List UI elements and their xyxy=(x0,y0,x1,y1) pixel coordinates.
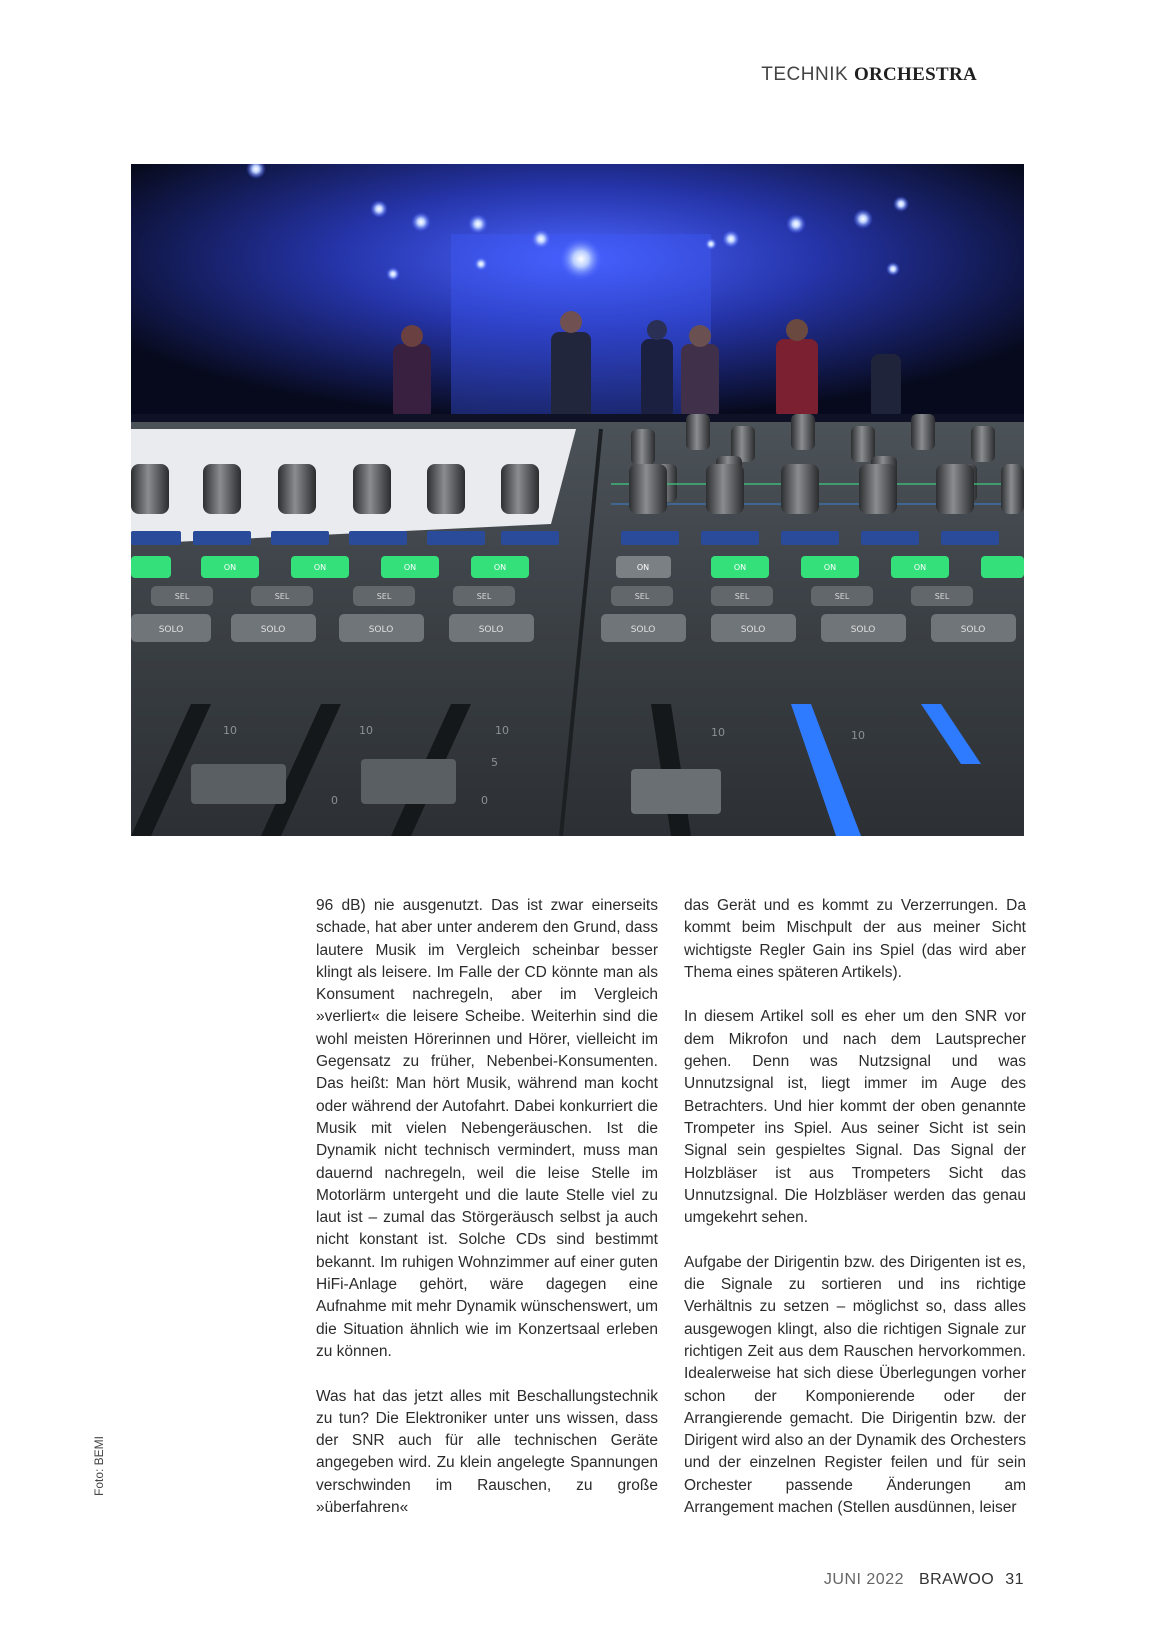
on-label: ON xyxy=(223,563,237,572)
running-head xyxy=(761,64,977,86)
sel-label: SEL xyxy=(734,592,750,601)
on-label: ON xyxy=(313,563,327,572)
solo-label: SOLO xyxy=(960,625,986,635)
paragraph: Was hat das jetzt alles mit Beschallungstechnik zu tun? Die Elektroniker unter uns wissen, dass der SNR auch für alle technischen Geräte angegeben wird. Zu klein angelegte Spannungen verschwinden im Rauschen, zu große »überfahren« xyxy=(316,1387,658,1517)
on-label: ON xyxy=(403,563,417,572)
fader-scale-10: 10 xyxy=(223,724,237,737)
solo-label: SOLO xyxy=(630,625,656,635)
article-column-right xyxy=(684,895,1026,1519)
fader-scale-10: 10 xyxy=(359,724,373,737)
paragraph: Aufgabe der Dirigentin bzw. des Dirigenten ist es, die Signale zu sortieren und ins richtige Verhältnis zu setzen – möglichst so, dass alles ausgewogen klingt, also die richtigen Signale zur richtigen Zeit aus dem Rauschen hervorkommen. Idealerweise hat sich diese Überlegungen vorher schon der Komponierende oder der Arrangierende gemacht. Die Dirigentin bzw. der Dirigent wird also an der Dynamik des Orchesters und der einzelnen Register feilen und für sein Orchester passende Änderungen am Arrangement machen (Stellen ausdünnen, leiser xyxy=(684,1253,1026,1517)
fader-scale-10: 10 xyxy=(495,724,509,737)
page-footer xyxy=(824,1571,1024,1589)
sel-label: SEL xyxy=(376,592,392,601)
photo-credit: Foto: BEMI xyxy=(92,1435,106,1496)
on-label: ON xyxy=(733,563,747,572)
fader-scale-5: 5 xyxy=(491,756,498,769)
fader-scale-0: 0 xyxy=(331,794,338,807)
sel-label: SEL xyxy=(634,592,650,601)
solo-label: SOLO xyxy=(368,625,394,635)
section-label: TECHNIK xyxy=(761,64,849,85)
solo-label: SOLO xyxy=(740,625,766,635)
solo-label: SOLO xyxy=(850,625,876,635)
issue-date: JUNI 2022 xyxy=(823,1571,904,1588)
sel-label: SEL xyxy=(934,592,950,601)
on-label: ON xyxy=(913,563,927,572)
solo-label: SOLO xyxy=(158,625,184,635)
sel-label: SEL xyxy=(274,592,290,601)
paragraph: das Gerät und es kommt zu Verzerrungen. Da kommt beim Mischpult der aus meiner Sicht wichtigste Regler Gain ins Spiel (das wird aber Thema eines späteren Artikels). xyxy=(684,897,1026,981)
on-label: ON xyxy=(823,563,837,572)
sel-label: SEL xyxy=(476,592,492,601)
sel-label: SEL xyxy=(174,592,190,601)
on-label: ON xyxy=(636,563,650,572)
solo-label: SOLO xyxy=(260,625,286,635)
fader-scale-10: 10 xyxy=(711,726,725,739)
on-label: ON xyxy=(493,563,507,572)
paragraph: In diesem Artikel soll es eher um den SNR vor dem Mikrofon und nach dem Lautsprecher gehen. Denn was Nutzsignal und was Unnutzsignal ist, liegt immer im Auge des Betrachters. Und hier kommt der oben genannte Trompeter ins Spiel. Aus seiner Sicht ist sein Signal sein gespieltes Signal. Das Signal der Holzbläser ist aus Trompeters Sicht das Unnutzsignal. Die Holzbläser werden das genau umgekehrt sehen. xyxy=(684,1008,1026,1227)
fader-scale-0: 0 xyxy=(481,794,488,807)
mixing-console-photo xyxy=(131,164,1024,836)
article-column-left xyxy=(316,895,658,1519)
topic-label: ORCHESTRA xyxy=(853,64,977,85)
page-number: 31 xyxy=(1005,1571,1024,1588)
solo-label: SOLO xyxy=(478,625,504,635)
sel-label: SEL xyxy=(834,592,850,601)
paragraph: 96 dB) nie ausgenutzt. Das ist zwar einerseits schade, hat aber unter anderem den Grund, dass lautere Musik im Vergleich scheinbar besser klingt als leisere. Im Falle der CD könnte man als Konsument nachregeln, aber im Vergleich »verliert« die leisere Scheibe. Weiterhin sind die wohl meisten Hörerinnen und Hörer, vielleicht im Gegensatz zu früher, Nebenbei-Konsumenten. Das heißt: Man hört Musik, während man kocht oder während der Autofahrt. Dabei konkurriert die Musik mit vielen Nebengeräuschen. Ist die Dynamik nicht technisch vermindert, muss man dauernd nachregeln, weil die leise Stelle im Motorlärm untergeht und die laute Stelle viel zu laut ist – zumal das Störgeräusch selbst ja auch nicht konstant ist. Solche CDs sind bestimmt bekannt. Im ruhigen Wohnzimmer auf einer guten HiFi-Anlage gehört, wäre dagegen eine Aufnahme mit mehr Dynamik wünschenswert, um die Situation ähnlich wie im Konzertsaal erleben zu können. xyxy=(316,897,658,1360)
fader-scale-10: 10 xyxy=(851,729,865,742)
magazine-name: BRAWOO xyxy=(918,1571,995,1588)
